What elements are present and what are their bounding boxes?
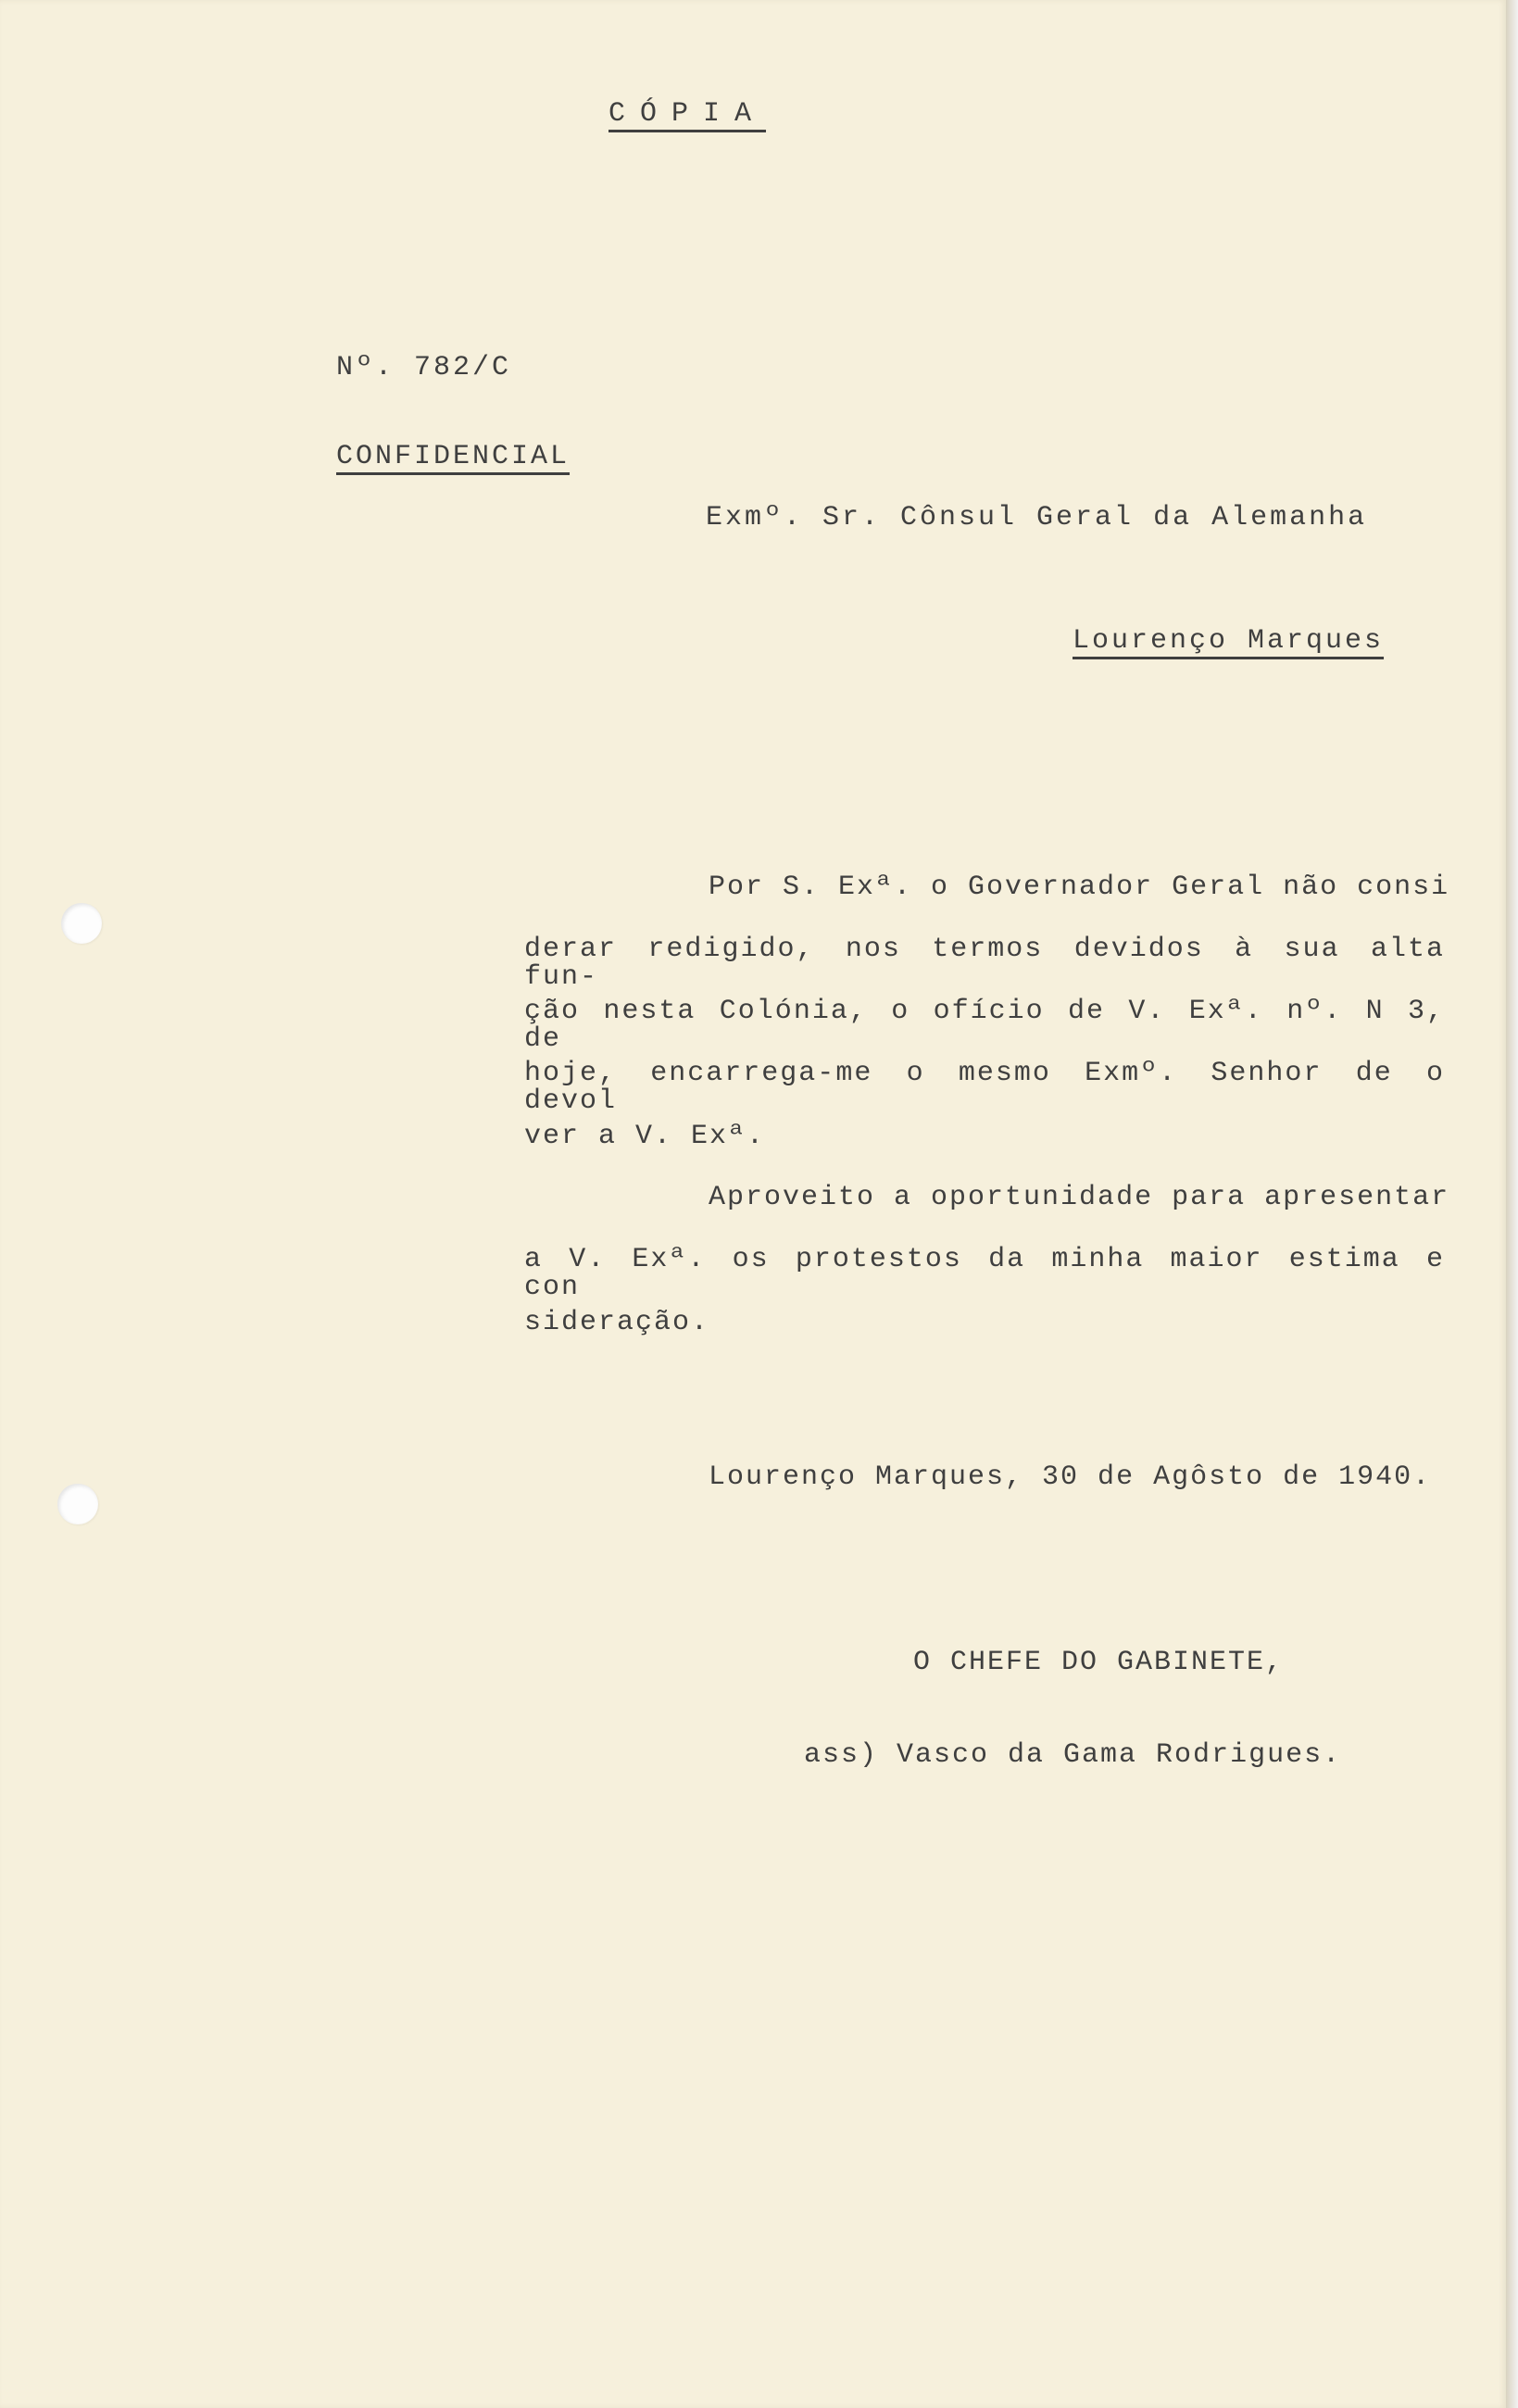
signature-line: ass) Vasco da Gama Rodrigues. xyxy=(804,1739,1342,1771)
punch-hole-top xyxy=(61,903,102,944)
body-line-4: hoje, encarrega-me o mesmo Exmº. Senhor de o devol xyxy=(524,1058,1445,1117)
body-line-3: ção nesta Colónia, o ofício de V. Exª. nº. N 3, de xyxy=(524,996,1445,1055)
punch-hole-bottom xyxy=(57,1484,98,1524)
body-line-2: derar redigido, nos termos devidos à sua alta fun- xyxy=(524,934,1445,993)
reference-number: Nº. 782/C xyxy=(336,352,512,383)
body-line-6: Aproveito a oportunidade para apresentar xyxy=(709,1182,1450,1213)
signatory-title: O CHEFE DO GABINETE, xyxy=(913,1647,1285,1678)
addressee-location: Lourenço Marques xyxy=(1073,625,1385,657)
classification-label: CONFIDENCIAL xyxy=(336,441,571,472)
date-line: Lourenço Marques, 30 de Agôsto de 1940. xyxy=(709,1461,1432,1493)
body-line-5: ver a V. Exª. xyxy=(524,1121,766,1152)
body-line-7: a V. Exª. os protestos da minha maior estima e con xyxy=(524,1244,1445,1303)
document-heading: CÓPIA xyxy=(608,98,767,130)
body-line-8: sideração. xyxy=(524,1307,710,1338)
body-line-1: Por S. Exª. o Governador Geral não consi xyxy=(709,872,1450,903)
addressee: Exmº. Sr. Cônsul Geral da Alemanha xyxy=(706,502,1368,533)
page-edge xyxy=(1506,0,1518,2408)
